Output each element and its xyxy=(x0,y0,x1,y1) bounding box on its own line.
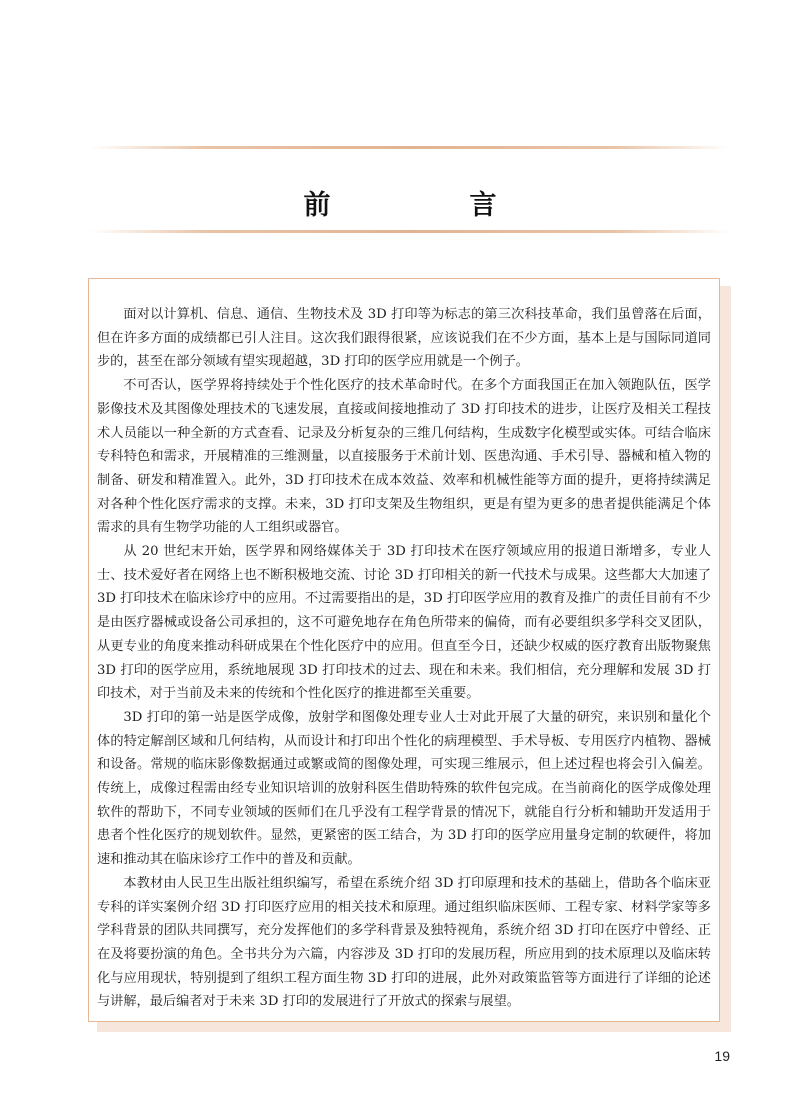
preface-paragraph-5: 本教材由人民卫生出版社组织编写，希望在系统介绍 3D 打印原理和技术的基础上，借助各个临床亚专科的详实案例介绍 3D 打印医疗应用的相关技术和原理。通过组织临床医师、工程专家、材料学家等多学科背景的团队共同撰写，充分发挥他们的多学科背景及独特视角，系统介绍 3D 打印在医疗中曾经、正在及将要扮演的角色。全书共分为六篇，内容涉及 3D 打印的发展历程，所应用到的技术原理以及临床转化与应用现状，特别提到了组织工程方面生物 3D 打印的进展，此外对政策监管等方面进行了详细的论述与讲解，最后编者对于未来 3D 打印的发展进行了开放式的探索与展望。 xyxy=(97,875,711,1010)
title-bottom-rule xyxy=(90,230,730,233)
preface-paragraph-2: 不可否认，医学界将持续处于个性化医疗的技术革命时代。在多个方面我国正在加入领跑队伍，医学影像技术及其图像处理技术的飞速发展，直接或间接地推动了 3D 打印技术的进步，让医疗及相关工程技术人员能以一种全新的方式查看、记录及分析复杂的三维几何结构，生成数字化模型或实体。可结合临床专科特色和需求，开展精准的三维测量，以直接服务于术前计划、医患沟通、手术引导、器械和植入物的制备、研发和精准置入。此外，3D 打印技术在成本效益、效率和机械性能等方面的提升，更将持续满足对各种个性化医疗需求的支撑。未来，3D 打印支架及生物组织，更是有望为更多的患者提供能满足个体需求的具有生物学功能的人工组织或器官。 xyxy=(97,378,711,536)
preface-paragraph-3: 从 20 世纪末开始，医学界和网络媒体关于 3D 打印技术在医疗领域应用的报道日渐增多，专业人士、技术爱好者在网络上也不断积极地交流、讨论 3D 打印相关的新一代技术与成果。这些都大大加速了 3D 打印技术在临床诊疗中的应用。不过需要指出的是，3D 打印医学应用的教育及推广的责任目前有不少是由医疗器械或设备公司承担的，这不可避免地存在角色所带来的偏倚，而有必要组织多学科交叉团队，从更专业的角度来推动科研成果在个性化医疗中的应用。但直至今日，还缺少权威的医疗教育出版物聚焦 3D 打印的医学应用，系统地展现 3D 打印技术的过去、现在和未来。我们相信，充分理解和发展 3D 打印技术，对于当前及未来的传统和个性化医疗的推进都至关重要。 xyxy=(97,544,711,702)
page-title: 前 言 xyxy=(303,190,553,222)
preface-paragraph-4: 3D 打印的第一站是医学成像，放射学和图像处理专业人士对此开展了大量的研究，来识别和量化个体的特定解剖区域和几何结构，从而设计和打印出个性化的病理模型、手术导板、专用医疗内植物、器械和设备。常规的临床影像数据通过或繁或简的图像处理，可实现三维展示，但上述过程也将会引入偏差。传统上，成像过程需由经专业知识培训的放射科医生借助特殊的软件包完成。在当前商化的医学成像处理软件的帮助下，不同专业领域的医师们在几乎没有工程学背景的情况下，就能自行分析和辅助开发适用于患者个性化医疗的规划软件。显然，更紧密的医工结合，为 3D 打印的医学应用量身定制的软硬件，将加速和推动其在临床诊疗工作中的普及和贡献。 xyxy=(97,709,711,868)
page-number: 19 xyxy=(714,1048,730,1064)
title-top-rule xyxy=(90,146,730,149)
preface-text-panel xyxy=(88,278,720,1022)
preface-paragraph-1: 面对以计算机、信息、通信、生物技术及 3D 打印等为标志的第三次科技革命，我们虽曾落在后面，但在许多方面的成绩都已引人注目。这次我们跟得很紧，应该说我们在不少方面，基本上是与国际同道同步的，甚至在部分领域有望实现超越，3D 打印的医学应用就是一个例子。 xyxy=(97,307,711,370)
